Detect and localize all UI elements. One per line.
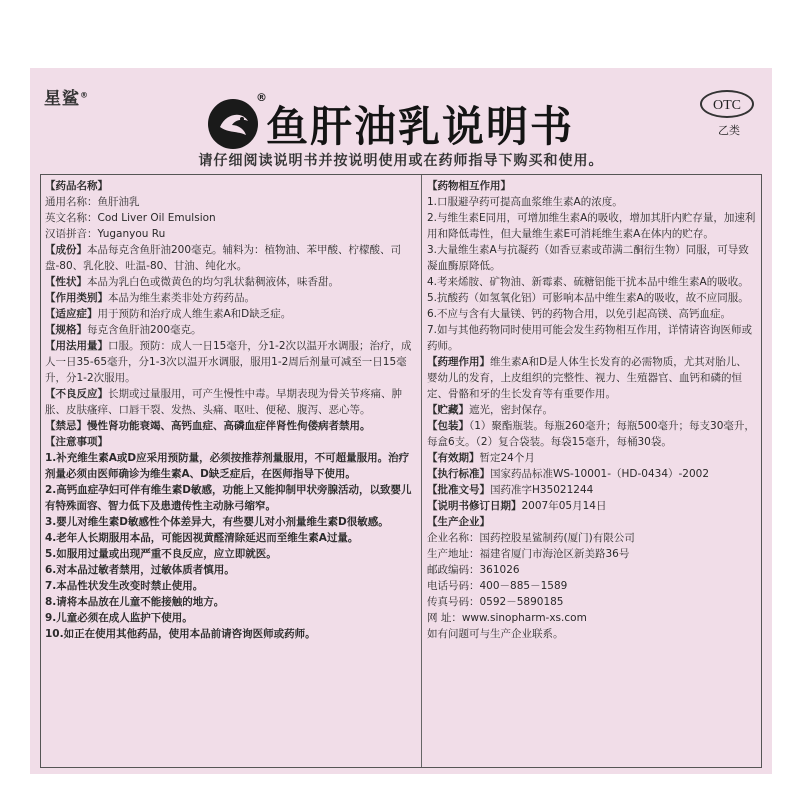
- title-row: [206, 91, 575, 154]
- english-name: 英文名称：Cod Liver Oil Emulsion: [45, 212, 216, 224]
- pinyin-name: 汉语拼音：Yuganyou Ru: [45, 228, 166, 240]
- interaction-item: 4.考来烯胺、矿物油、新霉素、硫糖铝能干扰本品中维生素A的吸收。: [427, 276, 749, 288]
- interaction-item: 2.与维生素E同用，可增加维生素A的吸收，增加其肝内贮存量，加速利用和降低毒性，但大量维生素E可消耗维生素A在体内的贮存。: [427, 212, 756, 240]
- fish-logo-icon: [206, 91, 267, 151]
- interaction-item: 7.如与其他药物同时使用可能会发生药物相互作用，详情请咨询医师或药师。: [427, 324, 753, 352]
- note-item: 5.如服用过量或出现严重不良反应，应立即就医。: [45, 548, 277, 560]
- interaction-item: 1.口服避孕药可提高血浆维生素A的浓度。: [427, 196, 623, 208]
- content-frame: [40, 174, 762, 768]
- otc-badge: OTC: [700, 90, 754, 118]
- contraindication-section: 【禁忌】慢性肾功能衰竭、高钙血症、高磷血症伴肾性佝偻病者禁用。: [45, 420, 371, 432]
- website: 网 址：www.sinopharm-xs.com: [427, 612, 587, 624]
- note-item: 9.儿童必须在成人监护下使用。: [45, 612, 193, 624]
- manufacturer-heading: 【生产企业】: [427, 516, 490, 528]
- note-item: 3.婴儿对维生素D敏感性个体差异大，有些婴儿对小剂量维生素D很敏感。: [45, 516, 389, 528]
- spec-section: 【规格】每克含鱼肝油200毫克。: [45, 324, 202, 336]
- notes-heading: 【注意事项】: [45, 436, 108, 448]
- contact-note: 如有问题可与生产企业联系。: [427, 628, 564, 640]
- usage-section: 【用法用量】口服。预防：成人一日15毫升，分1-2次以温开水调服；治疗，成人一日35-65毫升，分1-3次以温开水调服，服用1-2周后剂量可减至一日15毫升，分1-2次服用。: [45, 340, 412, 384]
- adverse-section: 【不良反应】长期或过量服用，可产生慢性中毒。早期表现为骨关节疼痛、肿胀、皮肤瘙痒、口唇干裂、发热、头痛、呕吐、便秘、腹泻、恶心等。: [45, 388, 402, 416]
- right-column: [427, 178, 757, 642]
- storage-section: 【贮藏】遮光，密封保存。: [427, 404, 553, 416]
- registered-mark: ®: [256, 91, 267, 104]
- revised-section: 【说明书修订日期】2007年05月14日: [427, 500, 607, 512]
- drug-name-heading: 【药品名称】: [45, 180, 108, 192]
- properties-section: 【性状】本品为乳白色或微黄色的均匀乳状黏稠液体，味香甜。: [45, 276, 339, 288]
- validity-section: 【有效期】暂定24个月: [427, 452, 535, 464]
- note-item: 6.对本品过敏者禁用，过敏体质者慎用。: [45, 564, 235, 576]
- note-item: 8.请将本品放在儿童不能接触的地方。: [45, 596, 225, 608]
- note-item: 10.如正在使用其他药品，使用本品前请咨询医师或药师。: [45, 628, 316, 640]
- interaction-item: 5.抗酸药（如氢氧化铝）可影响本品中维生素A的吸收，故不应同服。: [427, 292, 749, 304]
- approval-section: 【批准文号】国药准字H35021244: [427, 484, 594, 496]
- package-section: 【包装】（1）聚酯瓶装。每瓶260毫升；每瓶500毫升；每支30毫升，每盒6支。（2）复合袋装。每袋15毫升，每桶30袋。: [427, 420, 755, 448]
- note-item: 1.补充维生素A或D应采用预防量，必须按推荐剂量服用，不可超量服用。治疗剂量必须由医师确诊为维生素A、D缺乏症后，在医师指导下使用。: [45, 452, 410, 480]
- company-name: 企业名称：国药控股星鲨制药(厦门)有限公司: [427, 532, 635, 544]
- brand-logo: 星鲨®: [44, 89, 89, 109]
- composition-section: 【成份】本品每克含鱼肝油200毫克。辅料为：植物油、苯甲酸、柠檬酸、司盘-80、乳化胶、吐温-80、甘油、纯化水。: [45, 244, 402, 272]
- subtitle: 请仔细阅读说明书并按说明使用或在药师指导下购买和使用。: [198, 153, 604, 169]
- interaction-item: 6.不应与含有大量镁、钙的药物合用，以免引起高镁、高钙血症。: [427, 308, 732, 320]
- interaction-item: 3.大量维生素A与抗凝药（如香豆素或茚满二酮衍生物）同服，可导致凝血酶原降低。: [427, 244, 749, 272]
- note-item: 7.本品性状发生改变时禁止使用。: [45, 580, 204, 592]
- fax-number: 传真号码：0592－5890185: [427, 596, 564, 608]
- standard-section: 【执行标准】国家药品标准WS-10001-（HD-0434）-2002: [427, 468, 710, 480]
- indication-section: 【适应症】用于预防和治疗成人维生素A和D缺乏症。: [45, 308, 292, 320]
- generic-name: 通用名称：鱼肝油乳: [45, 196, 140, 208]
- leaflet-sheet: [30, 68, 772, 774]
- interaction-heading: 【药物相互作用】: [427, 180, 511, 192]
- company-address: 生产地址：福建省厦门市海沧区新美路36号: [427, 548, 630, 560]
- note-item: 2.高钙血症孕妇可伴有维生素D敏感，功能上又能抑制甲状旁腺活动，以致婴儿有特殊面容、智力低下及患遗传性主动脉弓缩窄。: [45, 484, 412, 512]
- pharmacology-section: 【药理作用】维生素A和D是人体生长发育的必需物质，尤其对胎儿、婴幼儿的发育，上皮组织的完整性、视力、生殖器官、血钙和磷的恒定、骨骼和牙的生长发育等有重要作用。: [427, 356, 747, 400]
- page-title: 鱼肝油乳说明书: [266, 102, 575, 151]
- category-section: 【作用类别】本品为维生素类非处方药药品。: [45, 292, 255, 304]
- left-column: [45, 178, 415, 642]
- column-divider: [421, 175, 422, 767]
- note-item: 4.老年人长期服用本品，可能因视黄醛清除延迟而至维生素A过量。: [45, 532, 359, 544]
- postcode: 邮政编码：361026: [427, 564, 520, 576]
- phone-number: 电话号码：400－885－1589: [427, 580, 568, 592]
- otc-class-label: 乙类: [718, 124, 740, 137]
